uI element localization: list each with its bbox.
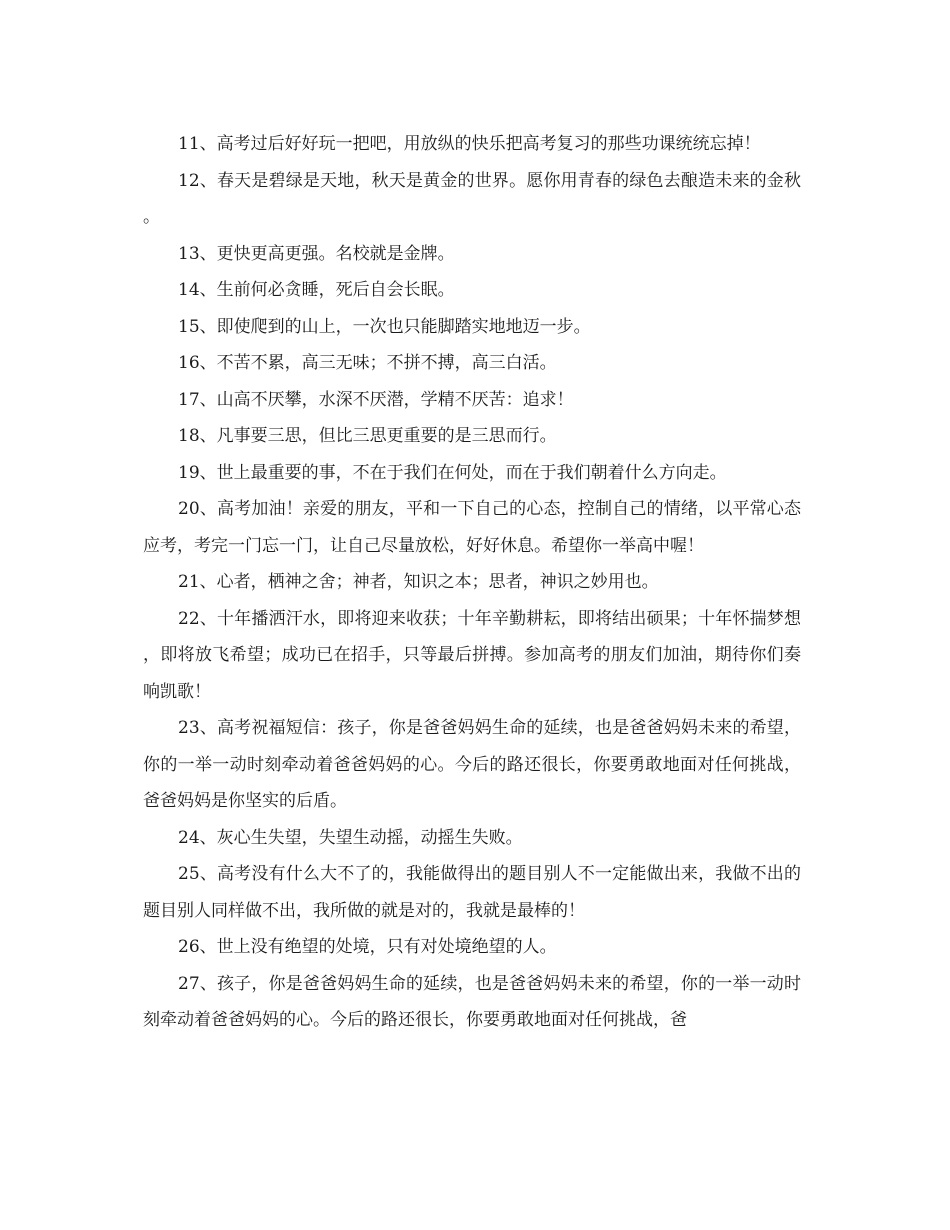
document-body bbox=[143, 126, 801, 1039]
paragraph-20: 20、高考加油！亲爱的朋友，平和一下自己的心态，控制自己的情绪，以平常心态应考，考完一门忘一门，让自己尽量放松，好好休息。希望你一举高中喔！ bbox=[143, 499, 801, 556]
paragraph-23: 23、高考祝福短信：孩子，你是爸爸妈妈生命的延续，也是爸爸妈妈未来的希望，你的一举一动时刻牵动着爸爸妈妈的心。今后的路还很长，你要勇敢地面对任何挑战，爸爸妈妈是你坚实的后盾。 bbox=[143, 718, 801, 811]
paragraph-19: 19、世上最重要的事，不在于我们在何处，而在于我们朝着什么方向走。 bbox=[178, 462, 727, 483]
paragraph-17: 17、山高不厌攀，水深不厌潜，学精不厌苦：追求！ bbox=[178, 389, 574, 410]
paragraph-21: 21、心者，栖神之舍；神者，知识之本；思者，神识之妙用也。 bbox=[178, 572, 659, 592]
paragraph-18: 18、凡事要三思，但比三思更重要的是三思而行。 bbox=[178, 426, 557, 446]
paragraph-26: 26、世上没有绝望的处境，只有对处境绝望的人。 bbox=[178, 937, 557, 957]
paragraph-24: 24、灰心生失望，失望生动摇，动摇生失败。 bbox=[178, 827, 523, 848]
paragraph-11: 11、高考过后好好玩一把吧，用放纵的快乐把高考复习的那些功课统统忘掉！ bbox=[178, 134, 761, 154]
paragraph-13: 13、更快更高更强。名校就是金牌。 bbox=[178, 243, 455, 264]
paragraph-15: 15、即使爬到的山上，一次也只能脚踏实地地迈一步。 bbox=[178, 316, 591, 337]
paragraph-27: 27、孩子，你是爸爸妈妈生命的延续，也是爸爸妈妈未来的希望，你的一举一动时刻牵动着爸爸妈妈的心。今后的路还很长，你要勇敢地面对任何挑战，爸 bbox=[143, 973, 801, 1030]
paragraph-12: 12、春天是碧绿是天地，秋天是黄金的世界。愿你用青春的绿色去酿造未来的金秋。 bbox=[143, 170, 801, 227]
paragraph-25: 25、高考没有什么大不了的，我能做得出的题目别人不一定能做出来，我做不出的题目别人同样做不出，我所做的就是对的，我就是最棒的！ bbox=[143, 864, 801, 921]
paragraph-22: 22、十年播洒汗水，即将迎来收获；十年辛勤耕耘，即将结出硕果；十年怀揣梦想，即将放飞希望；成功已在招手，只等最后拼搏。参加高考的朋友们加油，期待你们奏响凯歌！ bbox=[143, 608, 801, 702]
paragraph-14: 14、生前何必贪睡，死后自会长眠。 bbox=[178, 280, 455, 300]
paragraph-16: 16、不苦不累，高三无味；不拼不搏，高三白活。 bbox=[178, 353, 557, 373]
